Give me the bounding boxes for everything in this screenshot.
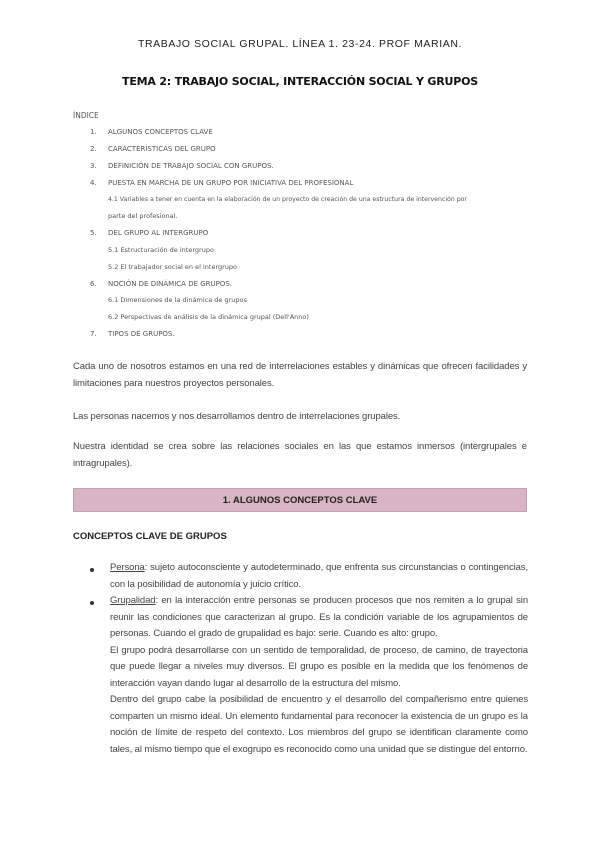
bullet-definition: : en la interacción entre personas se producen procesos que nos remiten a lo grupal sin reunir las condiciones que caracterizan al grupo. Es la condición variable de los agrupamientos de personas. Cuando el grado de grupalidad es bajo: serie. Cuando es alto: grupo.	[110, 595, 528, 639]
toc-subitem: 6.1 Dimensiones de la dinámica de grupos	[108, 296, 247, 304]
topic-title: TEMA 2: TRABAJO SOCIAL, INTERACCIÓN SOCIAL Y GRUPOS	[122, 75, 478, 88]
toc-number: 7.	[90, 330, 97, 338]
bullet-icon	[90, 568, 94, 572]
bullet-paragraph: El grupo podrá desarrollarse con un sentido de temporalidad, de proceso, de camino, de trayectoria que puede llegar a niveles muy diversos. El grupo es posible en la medida que los fenómenos de interacción vayan dando lugar al desarrollo de la estructura del mismo.	[110, 644, 528, 689]
index-label: ÍNDICE	[73, 111, 99, 120]
toc-subitem: 5.2 El trabajador social en el intergrupo	[108, 263, 238, 271]
toc-subitem: parte del profesional.	[108, 212, 178, 220]
section-banner: 1. ALGUNOS CONCEPTOS CLAVE	[73, 488, 527, 512]
page-header: TRABAJO SOCIAL GRUPAL. LÍNEA 1. 23-24. PROF MARIAN.	[137, 38, 463, 50]
bullet-item	[110, 560, 528, 593]
toc-number: 4.	[90, 179, 97, 187]
intro-paragraph: Cada uno de nosotros estamos en una red de interrelaciones estables y dinámicas que ofrecen facilidades y limitaciones para nuestros proyectos personales.	[73, 361, 527, 389]
toc-number: 6.	[90, 280, 97, 288]
toc-text: CARACTERÍSTICAS DEL GRUPO	[108, 145, 216, 153]
intro-paragraph: Las personas nacemos y nos desarrollamos dentro de interrelaciones grupales.	[73, 411, 401, 422]
toc-text: TIPOS DE GRUPOS.	[108, 330, 175, 338]
intro-paragraph: Nuestra identidad se crea sobre las relaciones sociales en las que estamos inmersos (intergrupales e intragrupales).	[73, 441, 527, 469]
bullet-term: Grupalidad	[110, 595, 156, 606]
bullet-icon	[90, 601, 94, 605]
toc-number: 5.	[90, 229, 97, 237]
toc-number: 1.	[90, 128, 97, 136]
toc-number: 3.	[90, 162, 97, 170]
toc-subitem: 6.2 Perspectivas de análisis de la dinámica grupal (Dell'Anno)	[108, 313, 309, 321]
toc-subitem: 5.1 Estructuración de intergrupo	[108, 246, 214, 254]
bullet-item	[110, 593, 528, 758]
toc-text: ALGUNOS CONCEPTOS CLAVE	[108, 128, 213, 136]
toc-text: DEFINICIÓN DE TRABAJO SOCIAL CON GRUPOS.	[108, 162, 274, 170]
toc-text: PUESTA EN MARCHA DE UN GRUPO POR INICIATIVA DEL PROFESIONAL	[108, 179, 354, 187]
toc-number: 2.	[90, 145, 97, 153]
section-subheading: CONCEPTOS CLAVE DE GRUPOS	[73, 531, 227, 542]
bullet-term: Persona	[110, 562, 145, 573]
toc-text: NOCIÓN DE DINÁMICA DE GRUPOS.	[108, 280, 233, 288]
toc-text: DEL GRUPO AL INTERGRUPO	[108, 229, 209, 237]
toc-subitem: 4.1 Variables a tener en cuenta en la elaboración de un proyecto de creación de una estructura de intervención por	[108, 196, 467, 203]
bullet-paragraph: Dentro del grupo cabe la posibilidad de encuentro y el desarrollo del compañerismo entre quienes comparten un mismo ideal. Un elemento fundamental para reconocer la existencia de un grupo es la noción de límite de respeto del contexto. Los miembros del grupo se identifican claramente como tales, al mismo tiempo que el exogrupo es reconocido como una unidad que se distingue del entorno.	[110, 694, 528, 755]
bullet-definition: : sujeto autoconsciente y autodeterminado, que enfrenta sus circunstancias o contingencias, con la posibilidad de autonomía y juicio crítico.	[110, 562, 528, 590]
